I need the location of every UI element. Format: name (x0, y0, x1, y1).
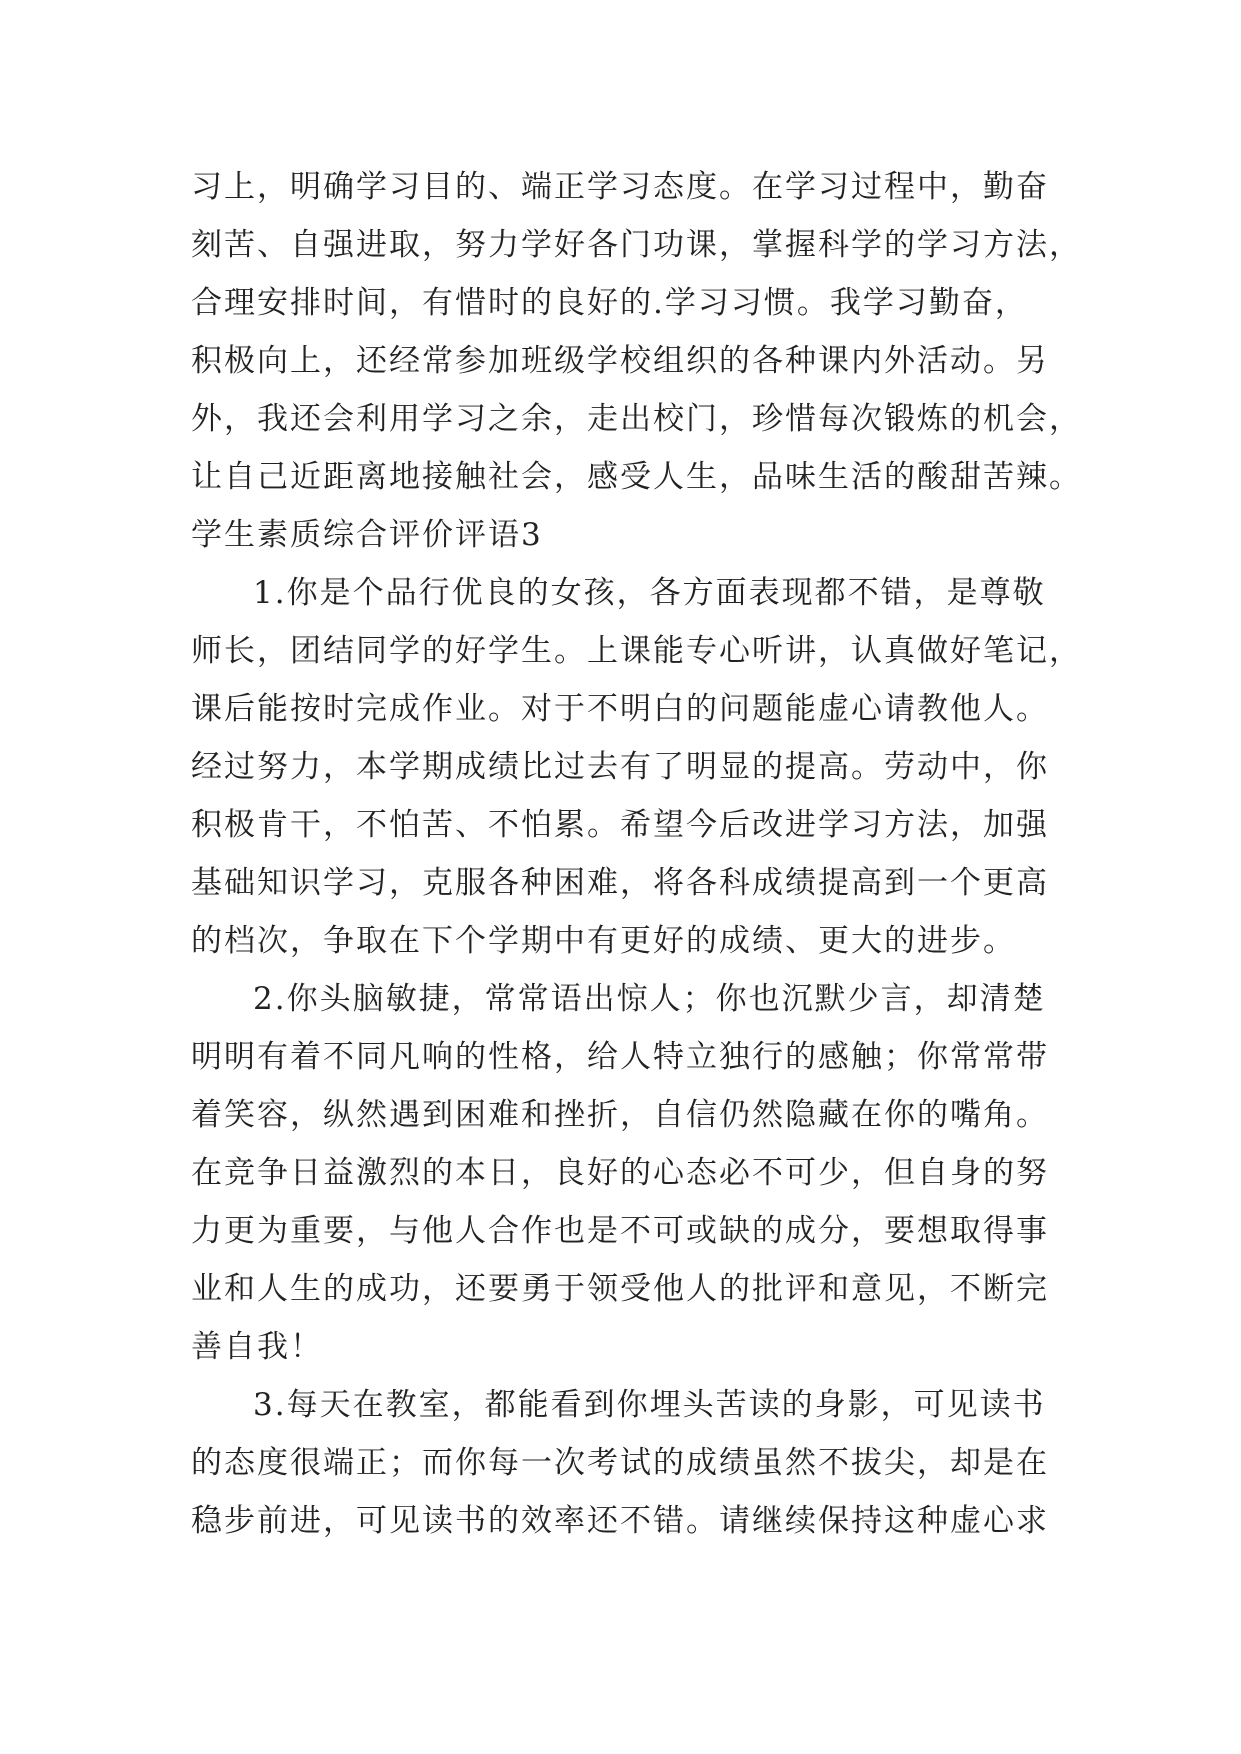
text-line: 的态度很端正；而你每一次考试的成绩虽然不拔尖，却是在 (191, 1445, 1049, 1481)
text-line: 外，我还会利用学习之余，走出校门，珍惜每次锻炼的机会， (191, 401, 1082, 437)
text-line: 在竞争日益激烈的本日，良好的心态必不可少，但自身的努 (191, 1155, 1049, 1191)
text-line: 明明有着不同凡响的性格，给人特立独行的感触；你常常带 (191, 1039, 1049, 1075)
text-line: 3.每天在教室，都能看到你埋头苦读的身影，可见读书 (253, 1387, 1046, 1423)
text-line: 习上，明确学习目的、端正学习态度。在学习过程中，勤奋 (191, 169, 1049, 205)
text-line: 合理安排时间，有惜时的良好的.学习习惯。我学习勤奋， (191, 285, 1028, 321)
document-body (191, 158, 1082, 1550)
text-line: 经过努力，本学期成绩比过去有了明显的提高。劳动中，你 (191, 749, 1049, 785)
text-line: 基础知识学习，克服各种困难，将各科成绩提高到一个更高 (191, 865, 1049, 901)
text-line: 善自我！ (191, 1329, 323, 1365)
text-line: 1.你是个品行优良的女孩，各方面表现都不错，是尊敬 (253, 575, 1046, 611)
text-line: 着笑容，纵然遇到困难和挫折，自信仍然隐藏在你的嘴角。 (191, 1097, 1049, 1133)
text-line: 师长，团结同学的好学生。上课能专心听讲，认真做好笔记， (191, 633, 1082, 669)
text-line: 的档次，争取在下个学期中有更好的成绩、更大的进步。 (191, 923, 1016, 959)
text-line: 学生素质综合评价评语3 (191, 517, 543, 553)
text-line: 积极肯干，不怕苦、不怕累。希望今后改进学习方法，加强 (191, 807, 1049, 843)
text-line: 稳步前进，可见读书的效率还不错。请继续保持这种虚心求 (191, 1503, 1049, 1539)
text-line: 业和人生的成功，还要勇于领受他人的批评和意见，不断完 (191, 1271, 1049, 1307)
text-line: 积极向上，还经常参加班级学校组织的各种课内外活动。另 (191, 343, 1049, 379)
text-line: 力更为重要，与他人合作也是不可或缺的成分，要想取得事 (191, 1213, 1049, 1249)
text-line: 2.你头脑敏捷，常常语出惊人；你也沉默少言，却清楚 (253, 981, 1046, 1017)
text-line: 刻苦、自强进取，努力学好各门功课，掌握科学的学习方法， (191, 227, 1082, 263)
text-line: 课后能按时完成作业。对于不明白的问题能虚心请教他人。 (191, 691, 1049, 727)
text-line: 让自己近距离地接触社会，感受人生，品味生活的酸甜苦辣。 (191, 459, 1082, 495)
